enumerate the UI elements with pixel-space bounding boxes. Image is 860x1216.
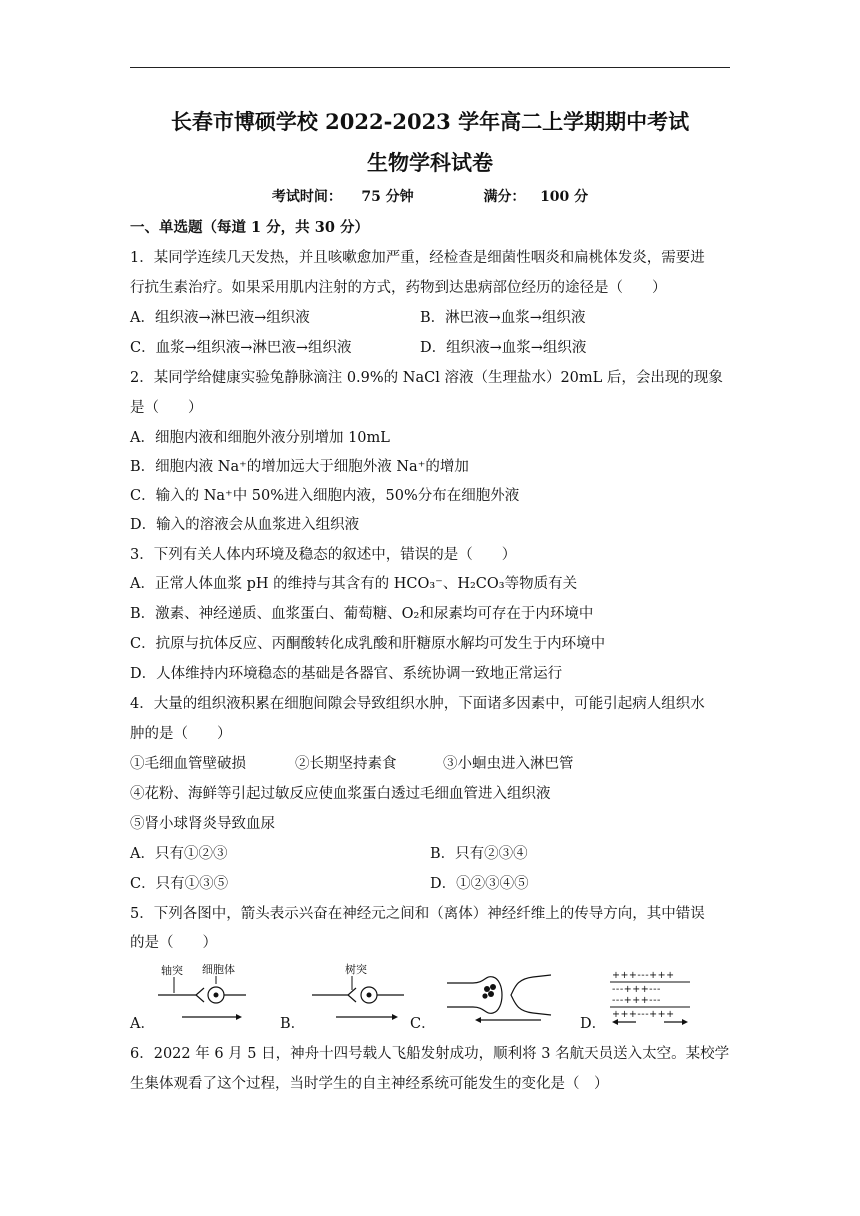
time-value: 75 分钟 <box>361 189 414 205</box>
q2-option-b: B．细胞内液 Na⁺的增加远大于细胞外液 Na⁺的增加 <box>130 459 469 475</box>
q3-option-d: D．人体维持内环境稳态的基础是各器官、系统协调一致地正常运行 <box>130 666 563 682</box>
q4-item-3: ③小蛔虫进入淋巴管 <box>443 756 574 772</box>
q1-stem-line2: 行抗生素治疗。如果采用肌内注射的方式，药物到达患病部位经历的途径是（ ） <box>130 280 667 296</box>
q5-option-c: C． <box>410 1016 436 1032</box>
q5-stem-line1: 5．下列各图中，箭头表示兴奋在神经元之间和（离体）神经纤维上的传导方向，其中错误 <box>130 906 705 922</box>
q4-option-b: B．只有②③④ <box>430 846 528 862</box>
q5-stem-line2: 的是（ ） <box>130 935 217 951</box>
q4-option-d: D．①②③④⑤ <box>430 876 529 892</box>
q1-option-d: D．组织液→血浆→组织液 <box>420 340 587 356</box>
q4-stem-line2: 肿的是（ ） <box>130 726 232 742</box>
q5-option-a: A． <box>130 1016 155 1032</box>
q6-stem-line1: 6．2022 年 6 月 5 日，神舟十四号载人飞船发射成功，顺利将 3 名航天员送入太空。某校学 <box>130 1046 730 1062</box>
q4-item-5: ⑤肾小球肾炎导致血尿 <box>130 816 275 832</box>
q2-stem-line1: 2．某同学给健康实验兔静脉滴注 0.9%的 NaCl 溶液（生理盐水）20mL 后，会出现的现象 <box>130 370 723 386</box>
q3-stem: 3．下列有关人体内环境及稳态的叙述中，错误的是（ ） <box>130 547 517 563</box>
top-rule <box>130 67 730 68</box>
q5-figure-b <box>312 960 407 1025</box>
q2-option-a: A．细胞内液和细胞外液分别增加 10mL <box>130 430 390 446</box>
exam-meta <box>0 186 860 206</box>
q4-stem-line1: 4．大量的组织液积累在细胞间隙会导致组织水肿，下面诸多因素中，可能引起病人组织水 <box>130 696 705 712</box>
score-value: 100 分 <box>540 189 589 205</box>
q5-figure-d <box>610 966 695 1026</box>
axon-label: 轴突 <box>161 964 183 977</box>
q4-item-1: ①毛细血管壁破损 <box>130 756 246 772</box>
time-label: 考试时间： <box>271 189 342 205</box>
q1-option-c: C．血浆→组织液→淋巴液→组织液 <box>130 340 352 356</box>
membrane-charge-row2: ---+++--- <box>612 984 661 995</box>
q1-stem-line1: 1．某同学连续几天发热，并且咳嗽愈加严重，经检查是细菌性咽炎和扁桃体发炎，需要进 <box>130 250 705 266</box>
q5-figure-c <box>445 965 555 1027</box>
q2-option-d: D．输入的溶液会从血浆进入组织液 <box>130 517 360 533</box>
q4-item-4: ④花粉、海鲜等引起过敏反应使血浆蛋白透过毛细血管进入组织液 <box>130 786 551 802</box>
exam-title: 长春市博硕学校 2022-2023 学年高二上学期期中考试 <box>170 109 690 134</box>
cell-body-label: 细胞体 <box>202 963 235 976</box>
q1-option-a: A．组织液→淋巴液→组织液 <box>130 310 310 326</box>
q3-option-c: C．抗原与抗体反应、丙酮酸转化成乳酸和肝糖原水解均可发生于内环境中 <box>130 636 606 652</box>
q5-figure-a <box>158 960 248 1025</box>
q4-item-2: ②长期坚持素食 <box>295 756 397 772</box>
q3-option-b: B．激素、神经递质、血浆蛋白、葡萄糖、O₂和尿素均可存在于内环境中 <box>130 606 594 622</box>
q4-option-c: C．只有①③⑤ <box>130 876 229 892</box>
q5-option-b: B． <box>280 1016 306 1032</box>
dendrite-label: 树突 <box>345 963 367 976</box>
q5-option-d: D． <box>580 1016 607 1032</box>
q2-stem-line2: 是（ ） <box>130 400 203 416</box>
q4-option-a: A．只有①②③ <box>130 846 228 862</box>
q1-option-b: B．淋巴液→血浆→组织液 <box>420 310 586 326</box>
membrane-charge-row4: +++---+++ <box>612 1009 675 1020</box>
membrane-charge-row1: +++---+++ <box>612 970 675 981</box>
section-heading: 一、单选题（每道 1 分，共 30 分） <box>130 219 369 236</box>
membrane-charge-row3: ---+++--- <box>612 995 661 1006</box>
exam-subtitle: 生物学科试卷 <box>367 150 493 175</box>
q3-option-a: A．正常人体血浆 pH 的维持与其含有的 HCO₃⁻、H₂CO₃等物质有关 <box>130 576 578 592</box>
q6-stem-line2: 生集体观看了这个过程，当时学生的自主神经系统可能发生的变化是（ ） <box>130 1076 609 1092</box>
score-label: 满分： <box>483 189 526 205</box>
q2-option-c: C．输入的 Na⁺中 50%进入细胞内液，50%分布在细胞外液 <box>130 488 520 504</box>
